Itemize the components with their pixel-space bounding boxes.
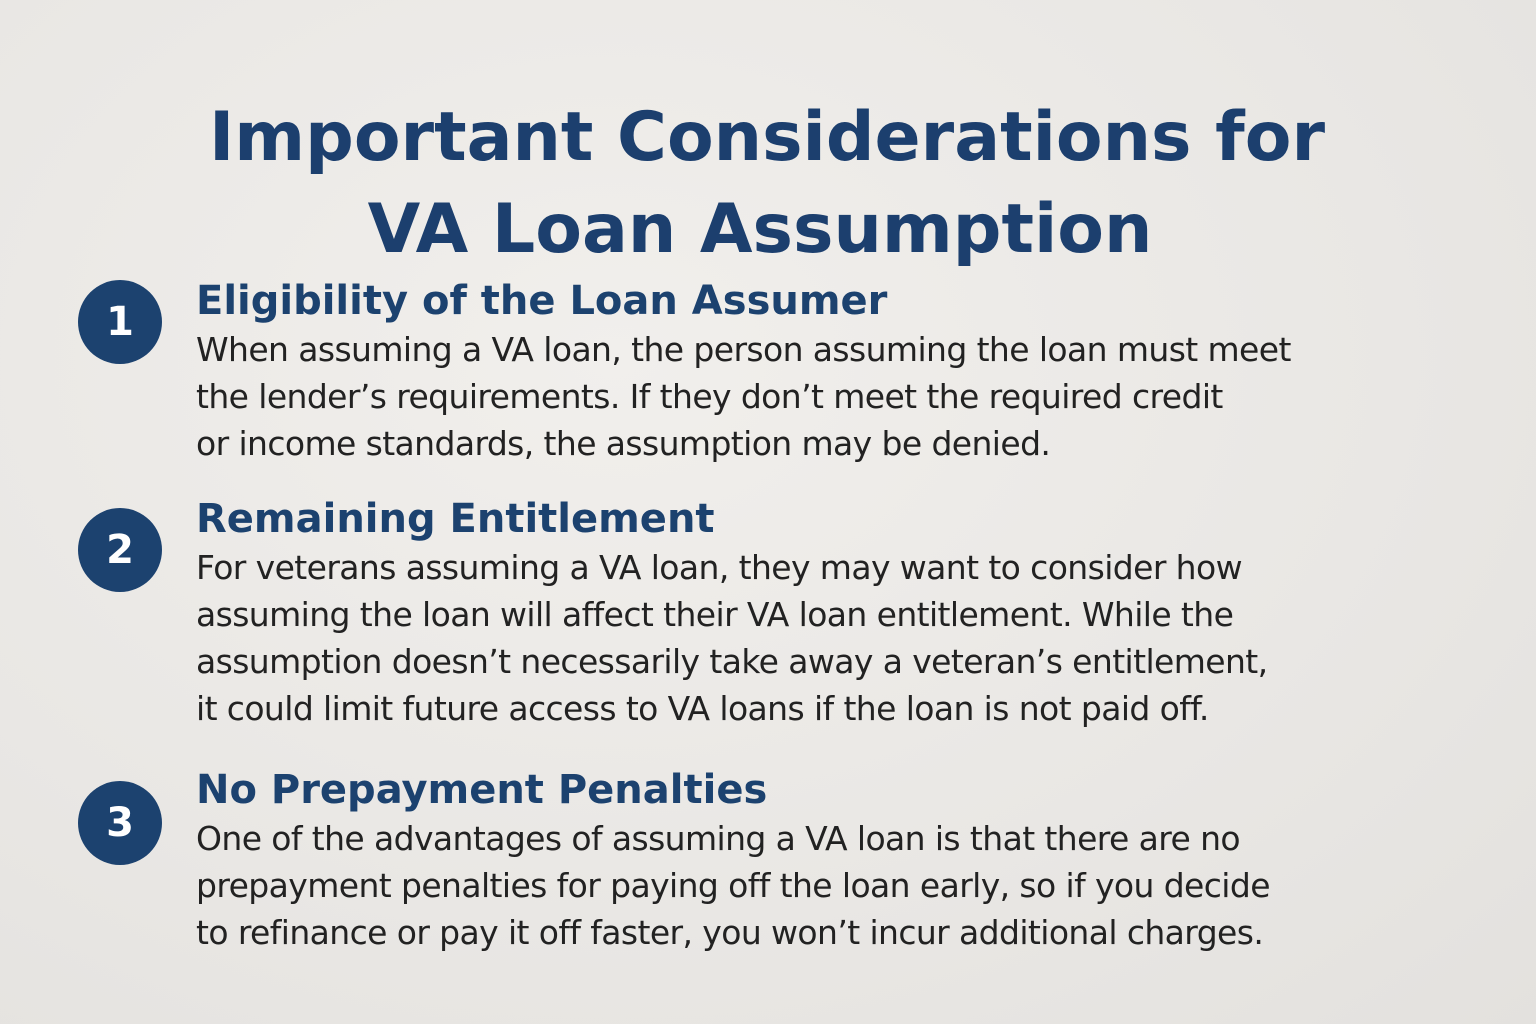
item-1-line-1: When assuming a VA loan, the person assuming the loan must meet bbox=[196, 330, 1291, 369]
number-badge-1: 1 bbox=[78, 280, 162, 364]
number-badge-3: 3 bbox=[78, 781, 162, 865]
item-2-line-3: assumption doesn’t necessarily take away a veteran’s entitlement, bbox=[196, 642, 1268, 681]
title-line-2: VA Loan Assumption bbox=[367, 189, 1153, 269]
item-2-line-4: it could limit future access to VA loans if the loan is not paid off. bbox=[196, 689, 1209, 728]
item-1-text bbox=[196, 326, 1476, 467]
item-3-line-3: to refinance or pay it off faster, you won’t incur additional charges. bbox=[196, 913, 1264, 952]
item-3-body bbox=[196, 765, 1476, 956]
item-3-line-2: prepayment penalties for paying off the loan early, so if you decide bbox=[196, 866, 1270, 905]
item-2-line-1: For veterans assuming a VA loan, they may want to consider how bbox=[196, 548, 1242, 587]
number-badge-2: 2 bbox=[78, 508, 162, 592]
item-1-line-3: or income standards, the assumption may be denied. bbox=[196, 424, 1051, 463]
item-1-body bbox=[196, 276, 1476, 467]
title-line-1: Important Considerations for bbox=[208, 97, 1326, 177]
item-1-line-2: the lender’s requirements. If they don’t meet the required credit bbox=[196, 377, 1223, 416]
item-2-heading: Remaining Entitlement bbox=[196, 496, 715, 542]
item-3-text bbox=[196, 815, 1476, 956]
item-2-body bbox=[196, 494, 1476, 732]
item-3-line-1: One of the advantages of assuming a VA loan is that there are no bbox=[196, 819, 1240, 858]
item-2-line-2: assuming the loan will affect their VA loan entitlement. While the bbox=[196, 595, 1234, 634]
item-1-heading: Eligibility of the Loan Assumer bbox=[196, 278, 888, 324]
item-2-text bbox=[196, 544, 1476, 732]
item-3-heading: No Prepayment Penalties bbox=[196, 767, 768, 813]
page-title bbox=[0, 92, 1536, 276]
